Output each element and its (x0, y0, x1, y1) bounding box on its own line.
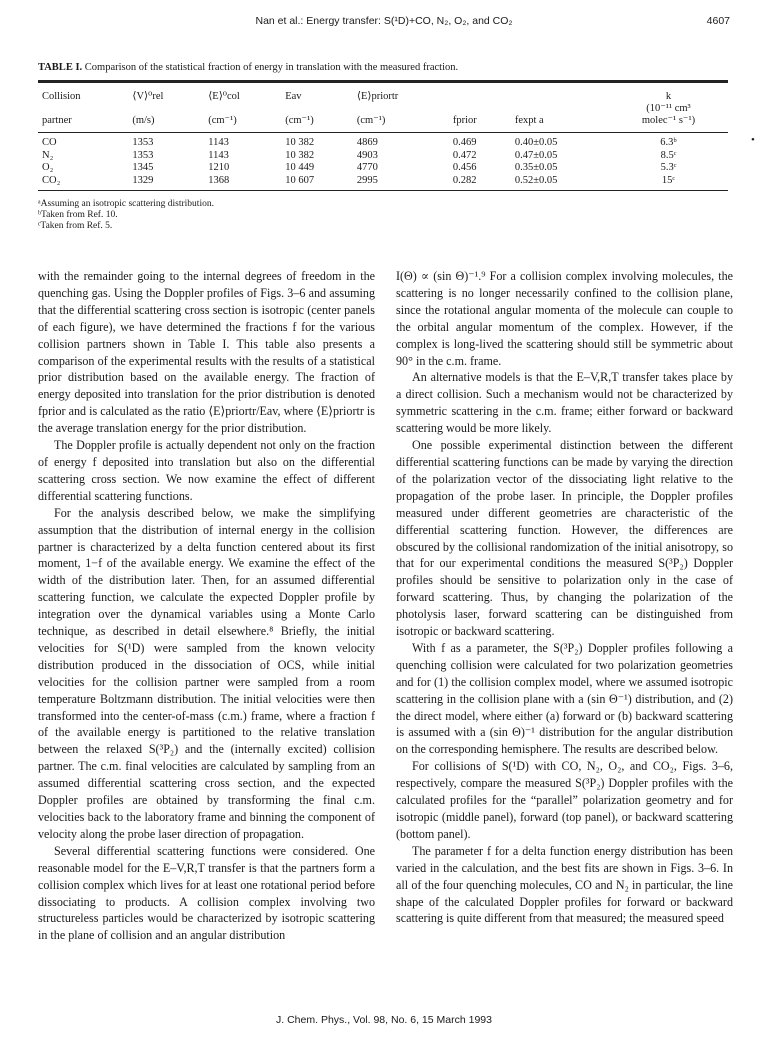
table-cell: 10 607 (285, 174, 315, 186)
right-column (396, 268, 733, 927)
table-cell: 1329 (132, 174, 154, 186)
table-header-cell (511, 103, 609, 115)
table-cell: 0.47±0.05 (514, 149, 558, 161)
table-header-cell: ⟨V⟩⁰rel (132, 91, 164, 102)
table-header-cell: ⟨E⟩⁰col (208, 91, 240, 102)
left-column (38, 268, 375, 944)
body-paragraph: For the analysis described below, we make the simplifying assumption that the distribution of internal energy in the collision partner is characterized by a delta function centered about its first moment, 1−f of the available energy. We examine the effect of the width of the distribution later. Then, for an assumed differential scattering function, we calculate the expected Doppler profile by integration over the dynamical variables using a Monte Carlo technique, as described in detail elsewhere.⁸ Briefly, the initial velocities for S(¹D) were sampled from the known velocity distribution produced in the dissociation of OCS, while initial velocities for the collision partner were sampled from a room temperature Boltzmann distribution. The initial velocities were then transformed into the center-of-mass (c.m.) frame, where a fraction f of the available energy is partitioned to the relative translation between the relaxed S(³P₂) and the (internally excited) collision partner. The c.m. final velocities are calculated by sampling from an assumed differential scattering cross section, and the expected Doppler profiles are obtained by transforming the final c.m. velocities back to the laboratory frame and binning the component of velocity along the probe laser direction of propagation. (38, 505, 375, 841)
table-header-cell: fexpt a (514, 115, 544, 126)
table-cell: 0.469 (452, 137, 477, 148)
table-header-cell (38, 103, 128, 115)
table-header-row-bottom (38, 115, 728, 133)
table-header-cell: k (665, 91, 672, 102)
table-header-cell (353, 103, 449, 115)
table-cell: CO₂ (42, 174, 61, 186)
table-caption (38, 62, 458, 73)
table-header-cell (511, 83, 609, 103)
comparison-table (38, 83, 728, 191)
table-footnote: ᵇTaken from Ref. 10. (38, 210, 118, 220)
body-paragraph: One possible experimental distinction between the different differential scattering functions can be made by varying the direction of the polarization vector of the dissociating light relative to the propagation of the probe laser. In principle, the Doppler profiles measured under different geometries are characteristic of the differential scattering function. However, the differences are obscured by the collisional randomization of the initial anisotropy, so that for our experimental conditions the measured S(³P₂) Doppler profiles should be sensitive to polarization only in the case of forward scattering. Thus, by changing the polarization of the photolysis laser, forward scattering can be distinguished from isotropic or backward scattering. (396, 438, 733, 639)
table-container (38, 80, 728, 191)
table-cell: CO (42, 137, 57, 148)
table-cell: 6.3ᵇ (660, 137, 677, 148)
table-header-cell: molec⁻¹ s⁻¹) (641, 115, 696, 126)
body-paragraph: The Doppler profile is actually dependent not only on the fraction of energy f deposited into translation but also on the differential scattering cross section. We now examine the effect of different differential scattering functions. (38, 438, 375, 503)
table-cell: 0.282 (452, 174, 477, 186)
table-row (38, 150, 728, 163)
table-cell: 1210 (208, 162, 230, 173)
table-header-cell: ⟨E⟩priortr (356, 91, 399, 102)
table-row (38, 175, 728, 191)
table-cell: 15ᶜ (661, 174, 676, 186)
table-cell: 5.3ᶜ (660, 162, 677, 173)
table-cell: 4869 (356, 137, 378, 148)
running-head (38, 15, 730, 31)
table-cell: 0.456 (452, 162, 477, 173)
table-header-cell: Eav (285, 91, 302, 102)
journal-footer: J. Chem. Phys., Vol. 98, No. 6, 15 March 1993 (276, 1014, 492, 1026)
body-paragraph: with the remainder going to the internal degrees of freedom in the quenching gas. Using the Doppler profiles of Figs. 3–6 and assuming that the differential scattering cross section is isotropic (center panels of each figure), we have determined the fractions f for the various collision partners shown in Table I. This table also presents a comparison of the experimental results with the results of a statistical prior distribution based on the available energy. The fraction of energy deposited into translation for the prior distribution is denoted fprior and is calculated as the ratio ⟨E⟩priortr/Eav, where ⟨E⟩priortr is the average translation energy for the prior distribution. (38, 269, 375, 436)
table-cell: 2995 (356, 174, 378, 186)
table-header-cell: (cm⁻¹) (356, 115, 386, 126)
table-footnote: ᶜTaken from Ref. 5. (38, 221, 113, 231)
body-paragraph: The parameter f for a delta function energy distribution has been varied in the calculation, and the best fits are shown in Figs. 3–6. In all of the four quenching molecules, CO and N₂ in particular, the line shape of the calculated Doppler profiles for forward or backward scattering is quite different from that measured; the measured speed (396, 843, 733, 926)
table-header-cell (204, 103, 281, 115)
table-caption-label: TABLE I. (38, 62, 83, 73)
table-header-cell (449, 83, 511, 103)
table-caption-text: Comparison of the statistical fraction of energy in translation with the measured fraction. (84, 62, 459, 73)
table-cell: 1368 (208, 174, 230, 186)
table-cell: 1353 (132, 149, 154, 161)
table-cell: 4770 (356, 162, 378, 173)
table-cell: O₂ (42, 162, 54, 173)
table-header-cell: (m/s) (132, 115, 155, 126)
table-row (38, 133, 728, 150)
body-paragraph: An alternative models is that the E–V,R,T transfer takes place by a direct collision. Such a mechanism would not be characterized by symmetric scattering in the c.m. frame; either forward or backward scattering would be more likely. (396, 370, 733, 436)
table-header-cell (128, 103, 204, 115)
table-cell: 0.52±0.05 (514, 174, 558, 186)
table-header-row-mid (38, 103, 728, 115)
table-cell: 1143 (208, 137, 229, 148)
table-footnotes (38, 199, 214, 232)
table-header-cell: (cm⁻¹) (285, 115, 314, 126)
table-header-cell: Collision (42, 91, 81, 102)
table-cell: N₂ (42, 149, 54, 161)
table-cell: 0.40±0.05 (514, 137, 558, 148)
body-paragraph: Several differential scattering functions were considered. One reasonable model for the E–V,R,T transfer is that the partners form a collision complex which lives for at least one rotational period before dissociating to products. A collision complex involving two structureless particles would be characterized by isotropic scattering in the plane of collision and an angular distribution (38, 843, 375, 943)
table-cell: 8.5ᶜ (660, 149, 677, 161)
table-cell: 0.35±0.05 (514, 162, 558, 173)
table-footnote: ᵃAssuming an isotropic scattering distribution. (38, 199, 214, 209)
table-cell: 1353 (132, 137, 154, 148)
table-body (38, 133, 728, 191)
table-row (38, 162, 728, 175)
table-header-cell: (cm⁻¹) (208, 115, 237, 126)
running-head-title: Nan et al.: Energy transfer: S(¹D)+CO, N₂, O₂, and CO₂ (255, 15, 513, 27)
table-header-cell (449, 103, 511, 115)
table-cell: 1345 (132, 162, 154, 173)
page-number: 4607 (706, 15, 730, 27)
table-header-cell (281, 103, 353, 115)
body-paragraph: With f as a parameter, the S(³P₂) Doppler profiles following a quenching collision were calculated for two polarization geometries and for (1) the collision complex model, where we assumed isotropic scattering in the collision plane with a (sin Θ⁻¹) distribution, and (2) the direct model, where either (a) forward or (b) backward scattering is assumed with a (sin Θ)⁻¹ distribution for the angular distribution on the corresponding hemisphere. The results are described below. (396, 640, 733, 757)
table-header-cell: (10⁻¹¹ cm³ (646, 103, 691, 114)
body-paragraph: For collisions of S(¹D) with CO, N₂, O₂, and CO₂, Figs. 3–6, respectively, compare the measured S(³P₂) Doppler profiles with the calculated profiles for the “parallel” polarization geometry and for isotropic (middle panel), forward (top panel), or backward scattering (bottom panel). (396, 759, 733, 841)
table-cell: 4903 (356, 149, 378, 161)
body-paragraph: I(Θ) ∝ (sin Θ)⁻¹.⁹ For a collision complex involving molecules, the scattering is no longer necessarily confined to the collision plane, since the rotational angular momenta of the molecule can couple to the orbital angular momentum of the complex. However, if the complex is long-lived the scattering should still be symmetric about 90° in the c.m. frame. (396, 269, 733, 368)
table-header-row-top (38, 83, 728, 103)
table-cell: 1143 (208, 149, 229, 161)
table-cell: 0.472 (452, 149, 477, 161)
table-cell: 10 382 (285, 149, 315, 161)
table-header-cell: fprior (452, 115, 477, 126)
table-cell: 10 449 (285, 162, 315, 173)
table-header-cell: partner (42, 115, 72, 126)
margin-mark: • (751, 134, 755, 146)
table-cell: 10 382 (285, 137, 315, 148)
